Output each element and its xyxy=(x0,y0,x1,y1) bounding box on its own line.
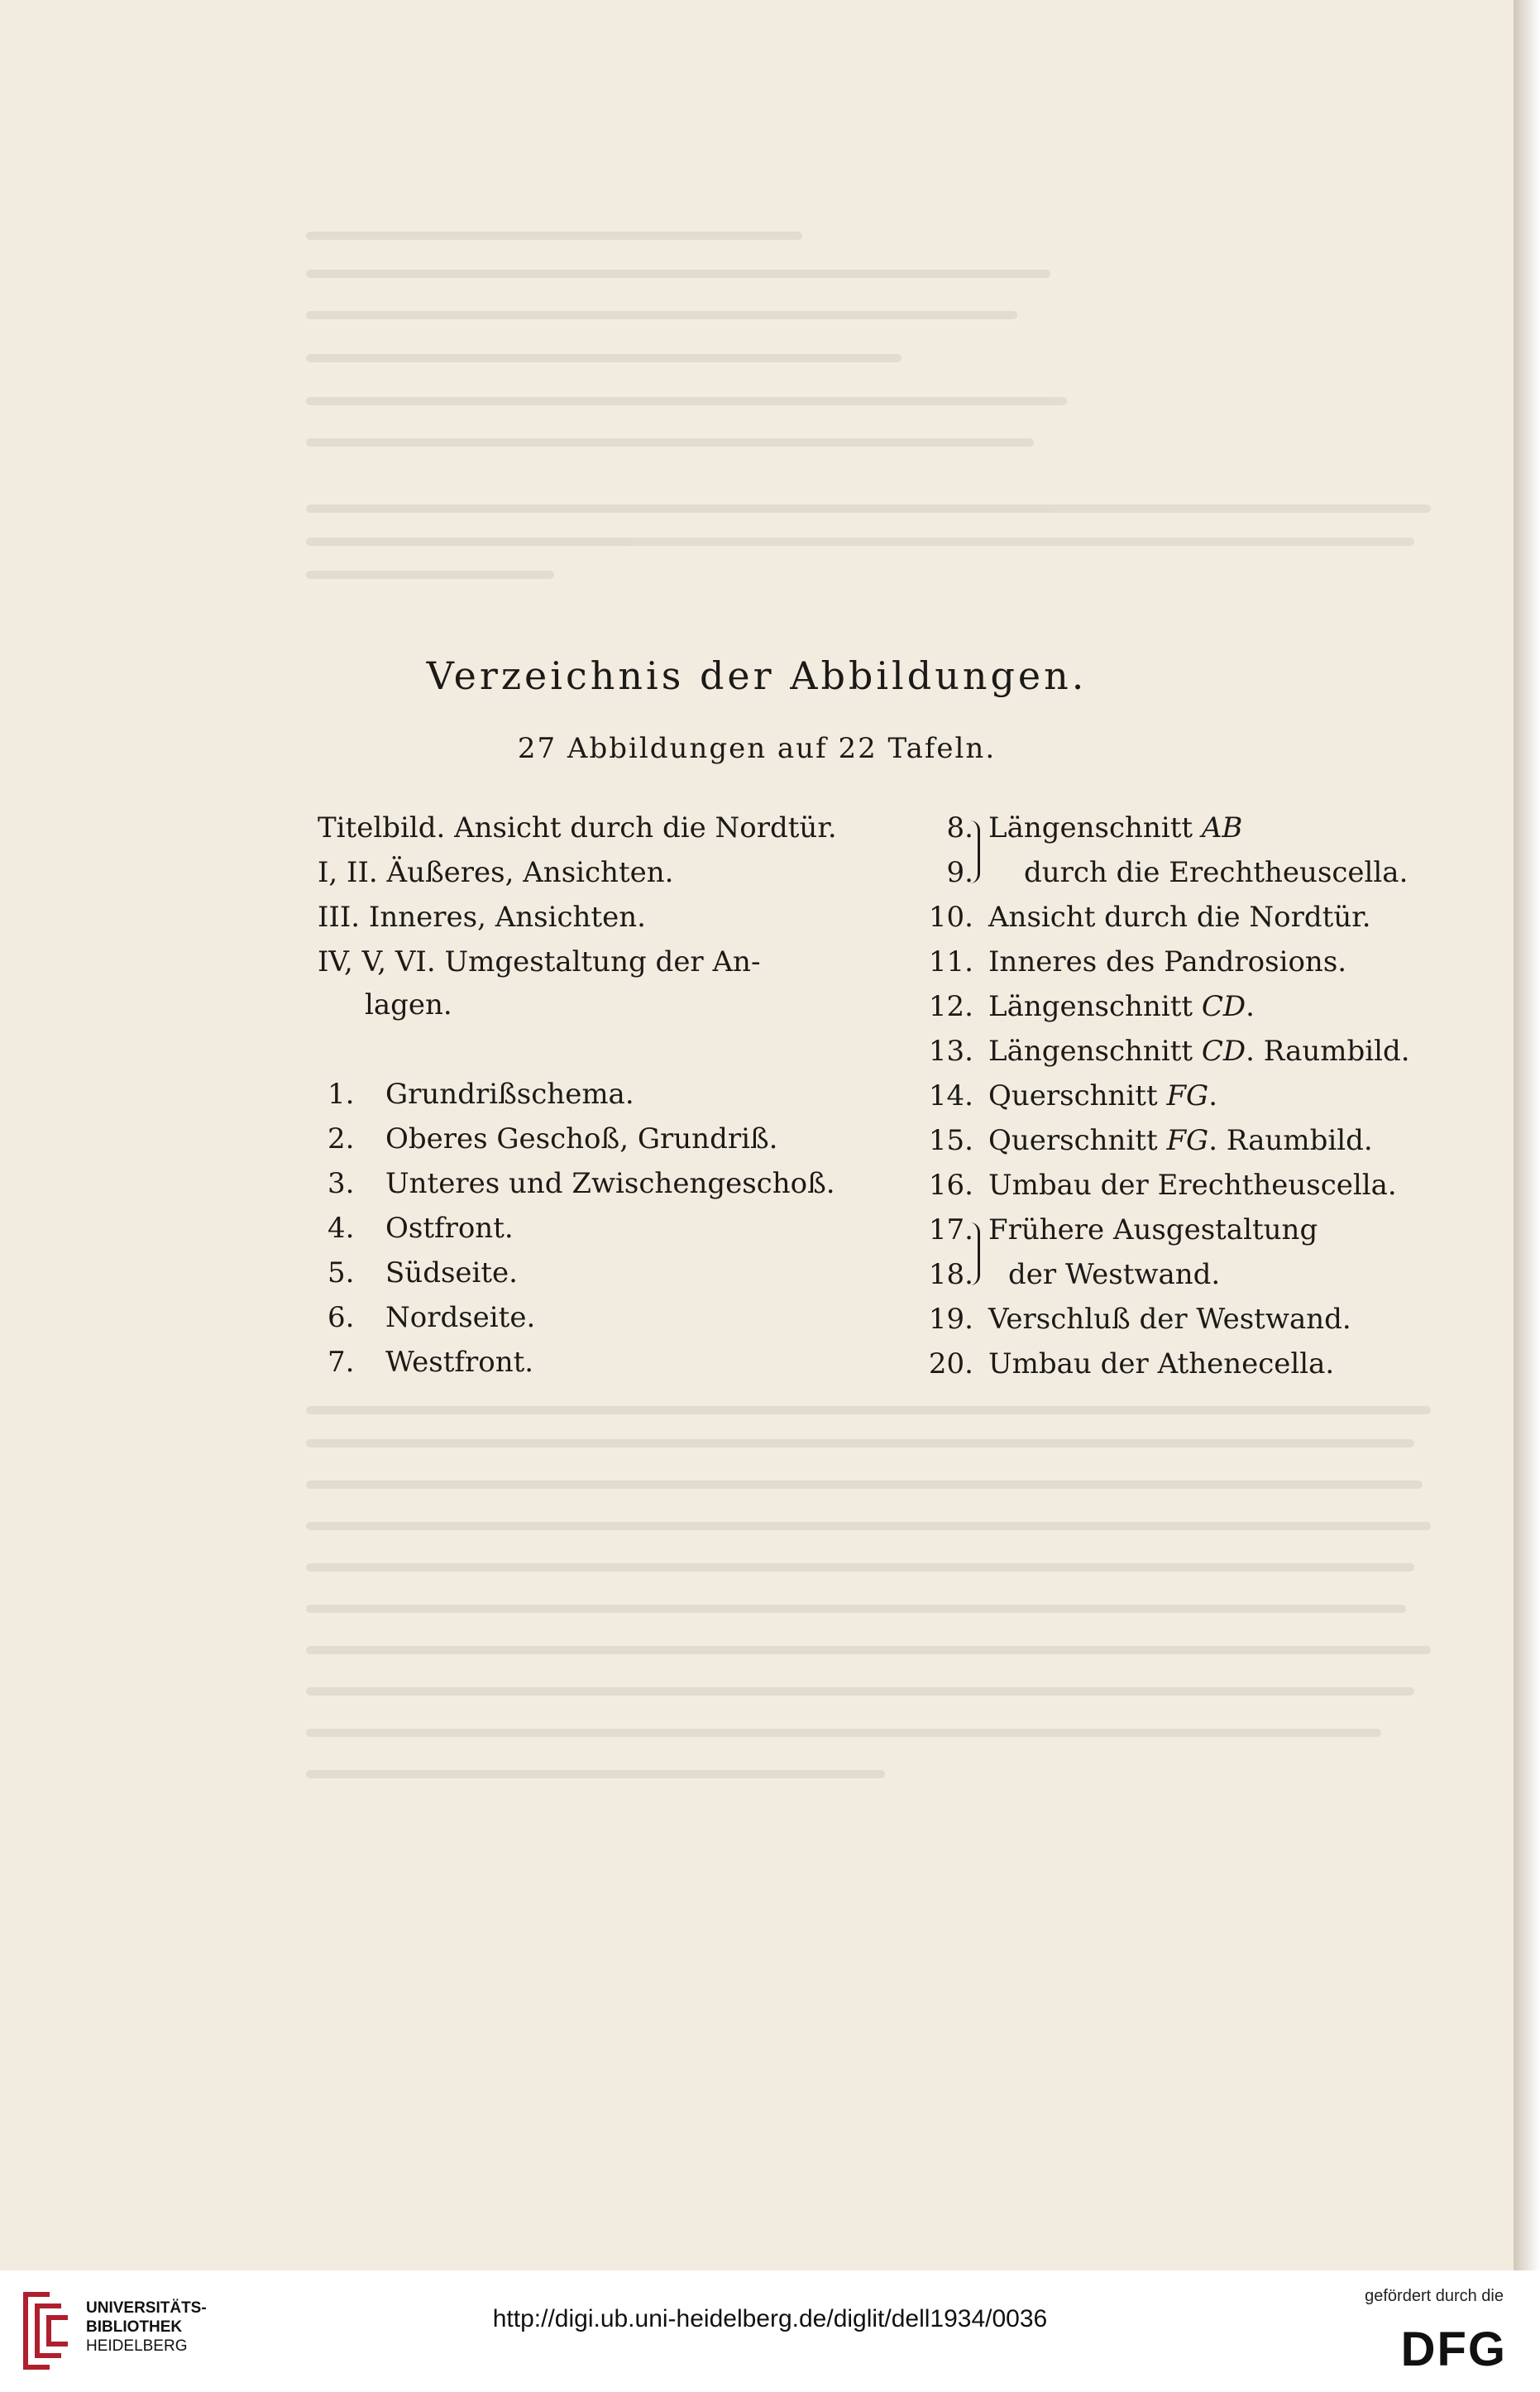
toc-entry-number: 3. xyxy=(328,1167,355,1200)
toc-entry-text: Grundrißschema. xyxy=(385,1078,634,1111)
brace-entries-17-18 xyxy=(969,1222,980,1285)
toc-entry-italic: CD xyxy=(1201,990,1246,1023)
toc-entry-number: 2. xyxy=(328,1122,355,1155)
toc-entry xyxy=(318,811,837,844)
toc-entry-number: 17. xyxy=(928,1213,973,1246)
page-subtitle: 27 Abbildungen auf 22 Tafeln. xyxy=(517,732,997,765)
page-edge-shadow xyxy=(1514,0,1540,2270)
toc-entry-text: IV, V, VI. Umgestaltung der An- xyxy=(318,945,761,978)
toc-entry-text: Inneres des Pandrosions. xyxy=(988,945,1347,978)
toc-entry-suffix: . Raumbild. xyxy=(1208,1124,1373,1157)
toc-entry-text: der Westwand. xyxy=(1008,1258,1221,1291)
brace-entries-8-9 xyxy=(969,820,980,883)
toc-entry-text: durch die Erechtheuscella. xyxy=(1024,856,1408,889)
toc-entry-text: Längenschnitt xyxy=(988,811,1202,844)
toc-entry-number: 18. xyxy=(928,1258,973,1291)
toc-entry-number: 16. xyxy=(928,1169,973,1202)
toc-entry-text: Ostfront. xyxy=(385,1212,514,1245)
toc-entry-suffix: . Raumbild. xyxy=(1246,1035,1410,1068)
digitization-footer xyxy=(0,2270,1540,2392)
library-name-line3: HEIDELBERG xyxy=(86,2337,188,2355)
toc-entry-italic: FG xyxy=(1166,1124,1209,1157)
toc-entry-number: 14. xyxy=(928,1079,973,1112)
toc-entry xyxy=(328,1078,634,1111)
toc-entry-number: 20. xyxy=(928,1347,973,1380)
toc-entry-text: Querschnitt xyxy=(988,1124,1167,1157)
toc-entry xyxy=(365,988,452,1021)
toc-entry-italic: FG xyxy=(1166,1079,1209,1112)
toc-entry-number: 5. xyxy=(328,1256,355,1289)
funding-label: gefördert durch die xyxy=(1365,2287,1504,2305)
toc-entry-text: Nordseite. xyxy=(385,1301,536,1334)
toc-entry-italic: CD xyxy=(1201,1035,1246,1068)
toc-entry xyxy=(328,1167,835,1200)
toc-entry-text: I, II. Äußeres, Ansichten. xyxy=(318,856,674,889)
toc-entry-text: Längenschnitt xyxy=(988,1035,1202,1068)
toc-entry xyxy=(328,1212,514,1245)
toc-entry-text: Umbau der Erechtheuscella. xyxy=(988,1169,1397,1202)
toc-entry-text: lagen. xyxy=(365,988,452,1021)
toc-entry-text: Westfront. xyxy=(385,1346,534,1379)
toc-entry xyxy=(318,945,760,978)
toc-entry xyxy=(328,1256,518,1289)
page-title: Verzeichnis der Abbildungen. xyxy=(426,653,1088,698)
toc-entry-number: 15. xyxy=(928,1124,973,1157)
toc-entry-text: Unteres und Zwischengeschoß. xyxy=(385,1167,835,1200)
toc-entry-text: Titelbild. Ansicht durch die Nordtür. xyxy=(318,811,837,844)
toc-entry-text: Oberes Geschoß, Grundriß. xyxy=(385,1122,778,1155)
toc-entry-number: 9. xyxy=(946,856,973,889)
toc-entry-suffix: . xyxy=(1246,990,1255,1023)
dfg-logo[interactable]: DFG xyxy=(1400,2323,1507,2376)
toc-entry-text: Frühere Ausgestaltung xyxy=(988,1213,1318,1246)
toc-entry xyxy=(328,1122,778,1155)
toc-entry xyxy=(328,1346,534,1379)
library-name-line1: UNIVERSITÄTS- xyxy=(86,2299,207,2317)
toc-entry-number: 4. xyxy=(328,1212,355,1245)
toc-entry-number: 11. xyxy=(928,945,973,978)
toc-entry-number: 1. xyxy=(328,1078,355,1111)
toc-entry-number: 10. xyxy=(928,901,973,934)
permalink-url[interactable]: http://digi.ub.uni-heidelberg.de/diglit/dell1934/0036 xyxy=(492,2305,1048,2332)
toc-entry-number: 6. xyxy=(328,1301,355,1334)
toc-entry-number: 19. xyxy=(928,1303,973,1336)
toc-entry xyxy=(318,856,673,889)
toc-entry-number: 7. xyxy=(328,1346,355,1379)
toc-entry-number: 13. xyxy=(928,1035,973,1068)
toc-entry-text: Längenschnitt xyxy=(988,990,1202,1023)
toc-entry-text: Südseite. xyxy=(385,1256,518,1289)
toc-entry xyxy=(328,1301,536,1334)
toc-entry-text: Querschnitt xyxy=(988,1079,1167,1112)
toc-entry-text: Ansicht durch die Nordtür. xyxy=(988,901,1371,934)
toc-entry-italic: AB xyxy=(1201,811,1243,844)
toc-entry-number: 8. xyxy=(946,811,973,844)
toc-entry xyxy=(318,901,646,934)
toc-entry-number: 12. xyxy=(928,990,973,1023)
toc-entry-suffix: . xyxy=(1208,1079,1218,1112)
toc-entry-text: Umbau der Athenecella. xyxy=(988,1347,1335,1380)
toc-entry-text: Verschluß der Westwand. xyxy=(988,1303,1351,1336)
toc-entry-text: III. Inneres, Ansichten. xyxy=(318,901,646,934)
library-name-line2: BIBLIOTHEK xyxy=(86,2318,183,2336)
